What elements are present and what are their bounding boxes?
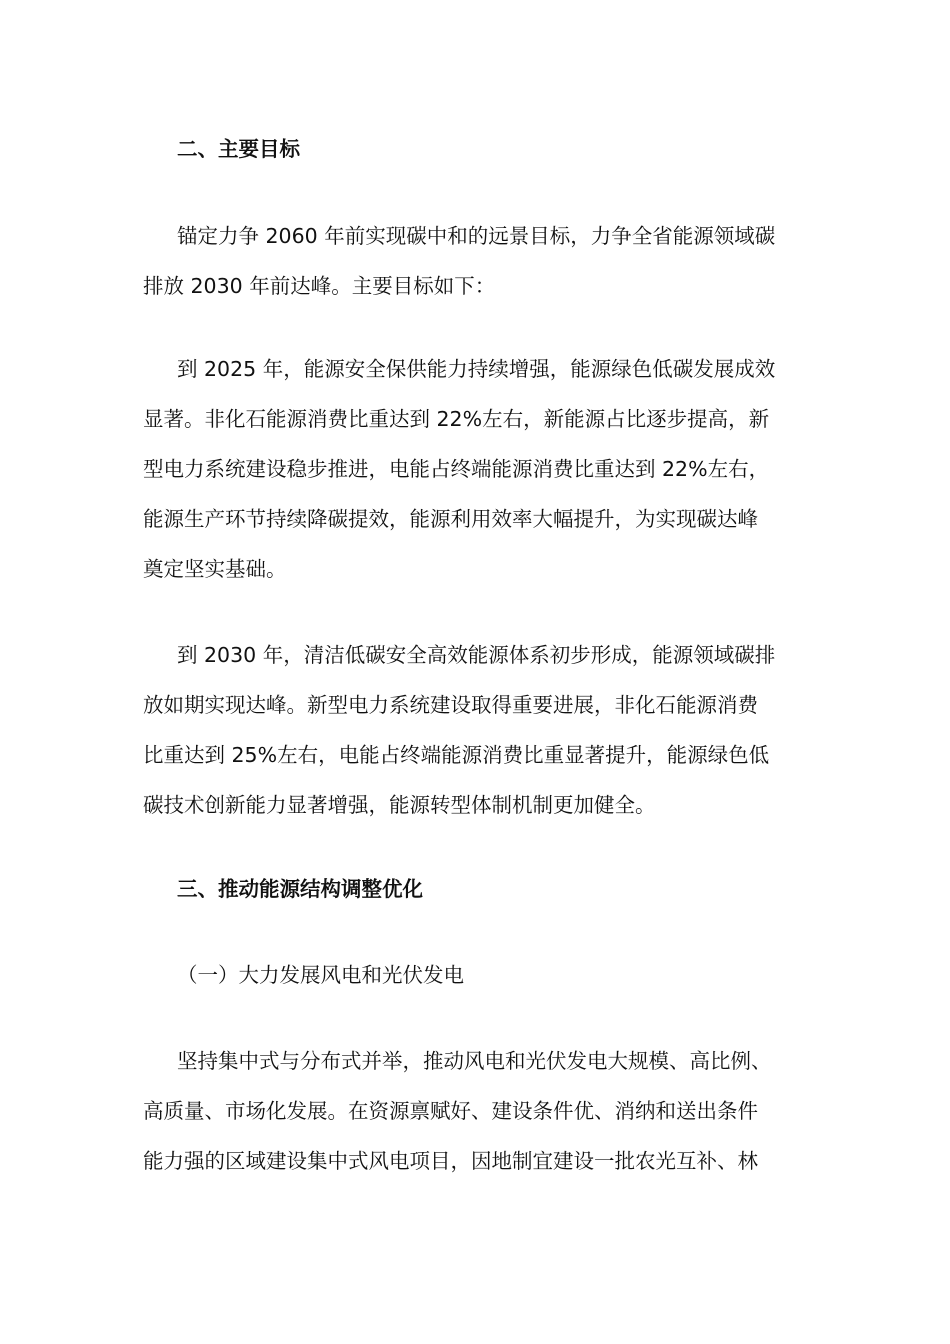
paragraph-line: 型电力系统建设稳步推进，电能占终端能源消费比重达到 22%左右， [143, 457, 770, 481]
subsection-heading-wind-solar [143, 950, 808, 1000]
paragraph-line: 能源生产环节持续降碳提效，能源利用效率大幅提升，为实现碳达峰 [143, 507, 758, 531]
heading-text: 三、推动能源结构调整优化 [177, 877, 423, 901]
paragraph-line: 奠定坚实基础。 [143, 557, 287, 581]
paragraph-carbon-goal [143, 211, 808, 311]
paragraph-wind-solar [143, 1036, 808, 1186]
section-heading-main-goals [143, 124, 808, 174]
paragraph-line: 放如期实现达峰。新型电力系统建设取得重要进展，非化石能源消费 [143, 693, 758, 717]
section-heading-energy-structure [143, 864, 808, 914]
paragraph-line: 能力强的区域建设集中式风电项目，因地制宜建设一批农光互补、林 [143, 1149, 758, 1173]
paragraph-2030-target [143, 630, 808, 830]
paragraph-line: 显著。非化石能源消费比重达到 22%左右，新能源占比逐步提高，新 [143, 407, 770, 431]
paragraph-line: 排放 2030 年前达峰。主要目标如下： [143, 274, 496, 298]
paragraph-line: 高质量、市场化发展。在资源禀赋好、建设条件优、消纳和送出条件 [143, 1099, 758, 1123]
heading-text: （一）大力发展风电和光伏发电 [177, 963, 464, 987]
paragraph-line: 到 2025 年，能源安全保供能力持续增强，能源绿色低碳发展成效 [177, 357, 776, 381]
paragraph-line: 坚持集中式与分布式并举，推动风电和光伏发电大规模、高比例、 [177, 1049, 772, 1073]
paragraph-line: 到 2030 年，清洁低碳安全高效能源体系初步形成，能源领域碳排 [177, 643, 776, 667]
paragraph-2025-target [143, 344, 808, 594]
paragraph-line: 锚定力争 2060 年前实现碳中和的远景目标，力争全省能源领域碳 [177, 224, 776, 248]
paragraph-line: 碳技术创新能力显著增强，能源转型体制机制更加健全。 [143, 793, 656, 817]
heading-text: 二、主要目标 [177, 137, 300, 161]
paragraph-line: 比重达到 25%左右，电能占终端能源消费比重显著提升，能源绿色低 [143, 743, 770, 767]
